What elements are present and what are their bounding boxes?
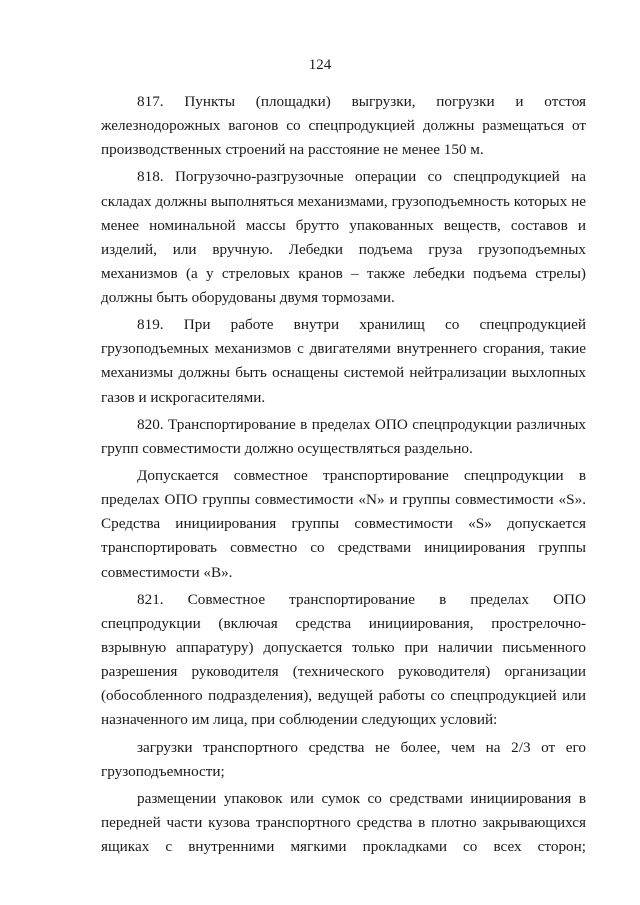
paragraph-821: 821. Совместное транспортирование в пределах ОПО спецпродукции (включая средства инициирования, прострелочно-взрывную аппаратуру) допускается только при наличии письменного разрешения руководителя (технического руководителя) организации (обособленного подразделения), ведущей работы со спецпродукцией или назначенного им лица, при соблюдении следующих условий: — [101, 590, 586, 729]
paragraph-819: 819. При работе внутри хранилищ со спецпродукцией грузоподъемных механизмов с двигателями внутреннего сгорания, такие механизмы должны быть оснащены системой нейтрализации выхлопных газов и искрогасителями. — [101, 316, 586, 406]
page-number: 124 — [308, 57, 332, 73]
document-body — [101, 90, 586, 862]
paragraph-821-condition-placement: размещении упаковок или сумок со средствами инициирования в передней части кузова транспортного средства в плотно закрывающихся ящиках с внутренними мягкими прокладками со всех сторон; — [101, 789, 586, 856]
paragraph-821-condition-load: загрузки транспортного средства не более, чем на 2/3 от его грузоподъемности; — [101, 738, 586, 780]
paragraph-818: 818. Погрузочно-разгрузочные операции со спецпродукцией на складах должны выполняться механизмами, грузоподъемность которых не менее номинальной массы брутто упакованных веществ, составов и изделий, или вручную. Лебедки подъема груза грузоподъемных механизмов (а у стреловых кранов – также лебедки подъема стрелы) должны быть оборудованы двумя тормозами. — [101, 168, 586, 306]
paragraph-817: 817. Пункты (площадки) выгрузки, погрузки и отстоя железнодорожных вагонов со спецпродукцией должны размещаться от производственных строений на расстояние не менее 150 м. — [101, 93, 586, 159]
paragraph-820: 820. Транспортирование в пределах ОПО спецпродукции различных групп совместимости должно осуществляться раздельно. — [101, 415, 586, 457]
paragraph-820-compatibility: Допускается совместное транспортирование спецпродукции в пределах ОПО группы совместимости «N» и группы совместимости «S». Средства инициирования группы совместимости «S» допускается транспортировать совместно со средствами инициирования группы совместимости «В». — [101, 467, 586, 581]
